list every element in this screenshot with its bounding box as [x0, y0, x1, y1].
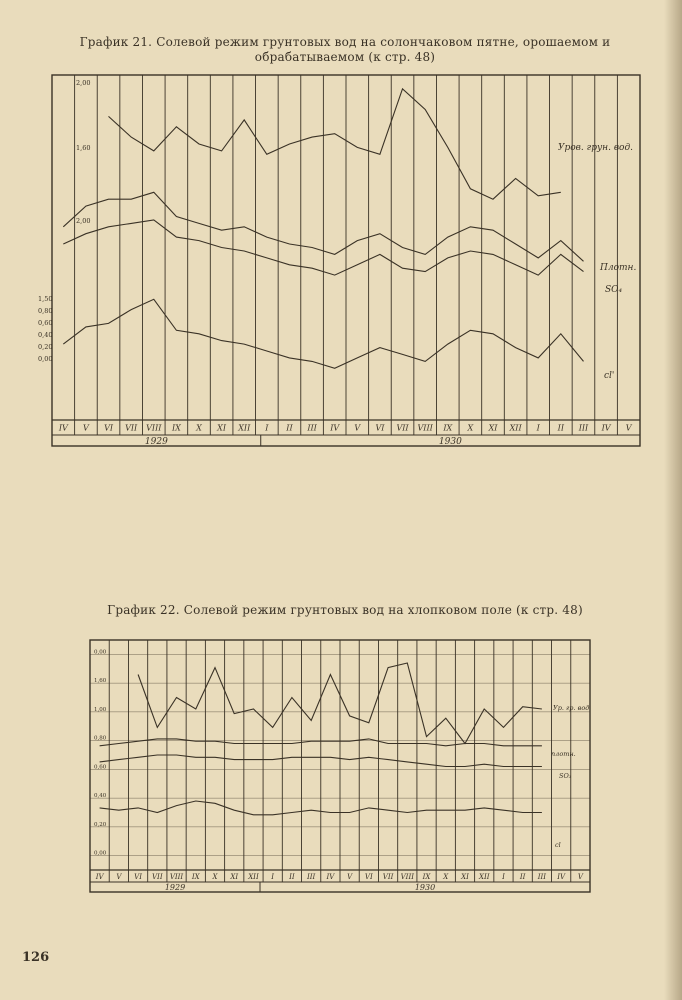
chart-2-month-label: III	[307, 873, 316, 881]
chart-1-series-label: Уров. грун. вод.	[558, 143, 634, 153]
chart-1-month-label: X	[196, 423, 202, 433]
chart-1-month-label: VII	[125, 423, 138, 433]
chart-2-y-tick-label: 1,60	[94, 678, 107, 685]
chart-2-month-label: XI	[461, 873, 469, 881]
chart-2-series-label: Ур. гр. вод	[553, 704, 590, 712]
chart-1-month-label: III	[307, 423, 317, 433]
chart-2-month-label: V	[116, 873, 122, 881]
chart-1-month-label: XI	[217, 423, 227, 433]
chart-1-y-tick-label: 1,60	[76, 144, 91, 152]
chart-2-series-label: плотн.	[551, 750, 576, 758]
chart-1-month-label: XII	[509, 423, 522, 433]
chart-2-y-tick-label: 0,20	[94, 821, 107, 828]
chart-2-month-label: X	[212, 873, 218, 881]
chart-2-month-label: VII	[382, 873, 394, 881]
chart-21-caption: График 21. Солевой режим грунтовых вод на солончаковом пятне, орошаемом и обрабатываемом (к стр. 48)	[79, 35, 611, 64]
chart-2-month-label: VI	[134, 873, 142, 881]
chart-2-month-label: II	[519, 873, 526, 881]
chart-1-y-tick-label: 2,00	[76, 217, 91, 225]
chart-1-month-label: II	[557, 423, 565, 433]
chart-1-year-label: 1930	[438, 437, 462, 447]
chart-2-month-label: VI	[364, 873, 373, 881]
chart-2-y-tick-label: 1,00	[94, 706, 107, 713]
chart-1-series-label: SO₄	[605, 285, 623, 295]
chart-1-y-tick-label: 0,40	[38, 331, 53, 339]
chart-1-month-label: II	[286, 423, 293, 433]
chart-2-month-label: III	[537, 873, 547, 881]
chart-2-month-label: I	[271, 873, 275, 881]
chart-2-month-label: V	[347, 873, 353, 881]
chart-2-y-tick-label: 0,00	[94, 850, 107, 857]
chart-2-y-tick-label: 0,60	[94, 764, 107, 771]
chart-2-month-label: VIII	[400, 873, 414, 881]
page-number: 126	[22, 950, 50, 965]
chart-1-y-tick-label: 0,60	[38, 319, 53, 327]
chart-2-month-label: VII	[152, 873, 163, 881]
chart-1-y-tick-label: 2,00	[76, 79, 91, 87]
chart-2-y-tick-label: 0,00	[94, 649, 107, 656]
chart-2-month-label: XII	[248, 873, 259, 881]
chart-2-year-label: 1930	[414, 883, 436, 892]
chart-1-month-label: XI	[488, 423, 498, 433]
chart-1-y-tick-label: 0,20	[38, 343, 53, 351]
chart-1-month-label: I	[536, 423, 540, 433]
chart-2-year-label: 1929	[164, 883, 186, 892]
chart-22-caption: График 22. Солевой режим грунтовых вод на хлопковом поле (к стр. 48)	[107, 603, 583, 617]
chart-2-month-label: IX	[422, 873, 431, 881]
chart-1-month-label: V	[354, 423, 361, 433]
chart-1-month-label: III	[578, 423, 589, 433]
chart-2-series-label: SO₃	[559, 772, 572, 780]
chart-1-month-label: IX	[443, 423, 453, 433]
chart-1-y-tick-label: 1,50	[38, 295, 53, 303]
chart-1-month-label: I	[265, 423, 269, 433]
chart-2-month-label: IV	[326, 873, 335, 881]
chart-2-month-label: IV	[557, 873, 566, 881]
chart-1-y-tick-label: 0,00	[38, 355, 53, 363]
chart-1-month-label: VI	[104, 423, 114, 433]
chart-1-month-label: X	[467, 423, 474, 433]
chart-2-month-label: X	[443, 873, 449, 881]
chart-2-month-label: XI	[230, 873, 239, 881]
chart-2-y-tick-label: 0,40	[94, 793, 107, 800]
chart-1-month-label: V	[83, 423, 89, 433]
chart-1-month-label: V	[625, 423, 632, 433]
chart-1-series-line	[109, 89, 561, 199]
chart-1-series-label: cl'	[604, 371, 615, 381]
chart-2-month-label: I	[502, 873, 505, 881]
chart-1-y-tick-label: 0,80	[38, 307, 53, 315]
chart-1-month-label: IV	[58, 423, 68, 433]
chart-1-month-label: IX	[171, 423, 181, 433]
chart-1-month-label: XII	[238, 423, 251, 433]
chart-2-month-label: V	[577, 873, 583, 881]
chart-1-month-label: VIII	[146, 423, 162, 433]
chart-2-month-label: IV	[95, 873, 104, 881]
chart-1-month-label: IV	[330, 423, 340, 433]
chart-2-month-label: XII	[478, 873, 490, 881]
chart-1-month-label: VII	[396, 423, 409, 433]
chart-2-month-label: IX	[191, 873, 200, 881]
chart-1-month-label: VIII	[417, 423, 433, 433]
chart-2-series-label: cl	[555, 841, 561, 849]
chart-2-month-label: VIII	[169, 873, 184, 881]
chart-1-series-label: Плотн.	[600, 263, 637, 273]
chart-2-y-tick-label: 0,80	[94, 735, 107, 742]
chart-1-month-label: IV	[601, 423, 611, 433]
chart-1-month-label: VI	[375, 423, 385, 433]
chart-1-year-label: 1929	[144, 437, 168, 447]
chart-2-month-label: II	[289, 873, 295, 881]
